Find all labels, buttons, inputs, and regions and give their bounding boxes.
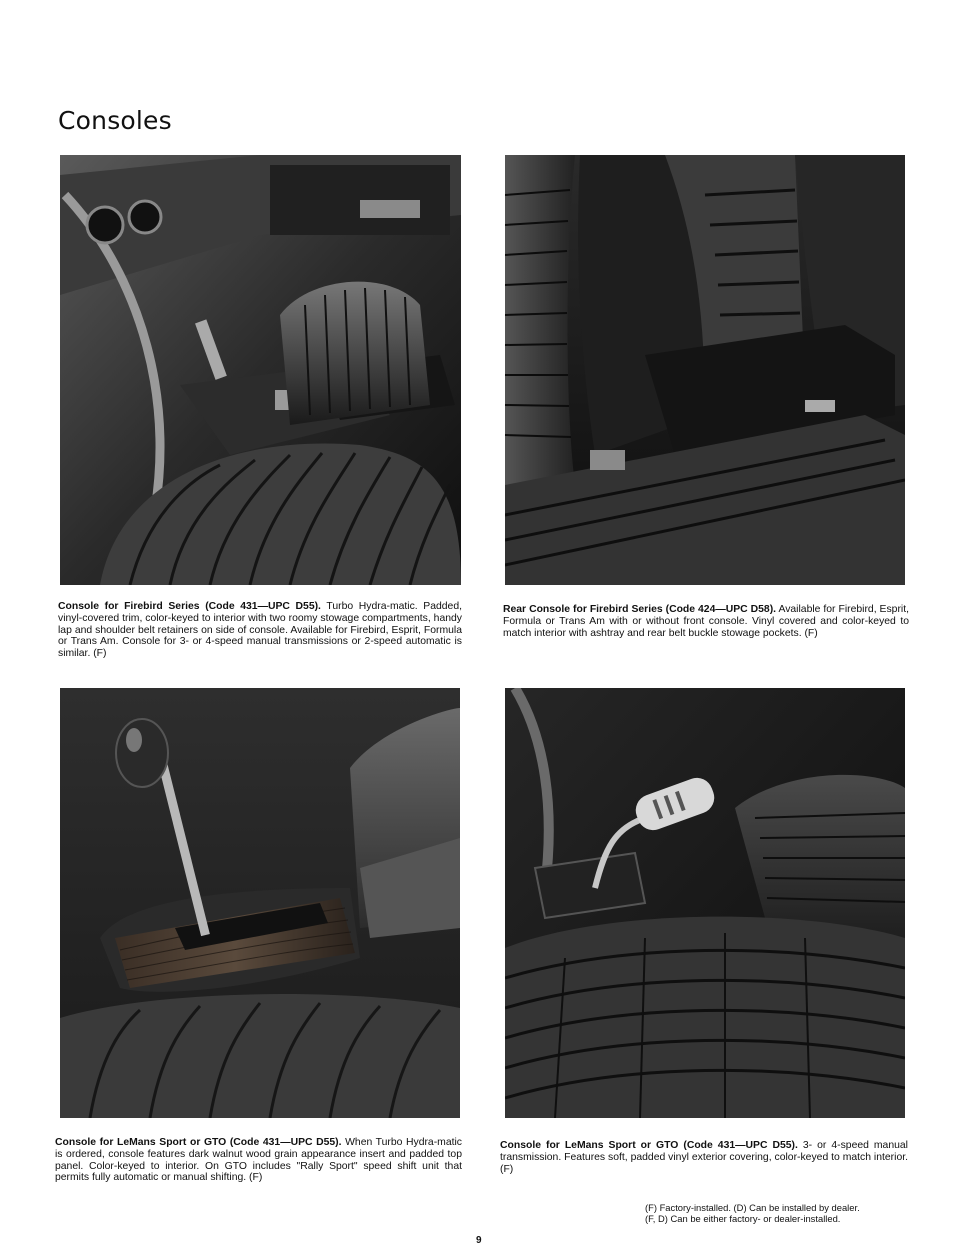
legend-line: (F, D) Can be either factory- or dealer-installed.	[645, 1213, 841, 1224]
caption-title: Console for Firebird Series (Code 431—UPC D55).	[58, 601, 321, 612]
page-number: 9	[476, 1235, 482, 1246]
legend-line: (F) Factory-installed. (D) Can be installed by dealer.	[645, 1202, 860, 1213]
lemans-manual-console-photo	[505, 688, 905, 1118]
caption-title: Console for LeMans Sport or GTO (Code 431—UPC D55).	[500, 1140, 798, 1151]
lemans-automatic-console-caption	[55, 1137, 462, 1184]
caption-body: Turbo Hydra-matic. Padded, vinyl-covered trim, color-keyed to interior with two roomy stowage compartments, handy lap and shoulder belt retainers on side of console. Available for Firebird, Esprit, Formula or Trans Am. Console for 3- or 4-speed manual transmissions or 2-speed automatic is similar. (F)	[58, 601, 462, 660]
caption-body: Available for Firebird, Esprit, Formula or Trans Am with or without front console. Vinyl covered and color-keyed to match interior with ashtray and rear belt buckle stowage pockets. (F)	[503, 604, 909, 639]
lemans-manual-console-caption	[500, 1140, 908, 1175]
caption-body: When Turbo Hydra-matic is ordered, console features dark walnut wood grain appearance insert and padded top panel. Color-keyed to interior. On GTO includes "Rally Sport" speed shift unit that permits fully automatic or manual shifting. (F)	[55, 1137, 463, 1184]
caption-title: Console for LeMans Sport or GTO (Code 431—UPC D55).	[55, 1137, 342, 1148]
firebird-rear-console-caption	[503, 604, 909, 639]
firebird-console-caption	[58, 601, 462, 660]
caption-title: Rear Console for Firebird Series (Code 424—UPC D58).	[503, 604, 777, 615]
firebird-console-photo	[60, 155, 461, 585]
firebird-rear-console-photo	[505, 155, 905, 585]
installation-legend	[645, 1202, 910, 1224]
page-title: Consoles	[58, 106, 172, 135]
caption-body: 3- or 4-speed manual transmission. Features soft, padded vinyl exterior covering, color-keyed to match interior. (F)	[500, 1140, 908, 1175]
lemans-automatic-console-photo	[60, 688, 460, 1118]
